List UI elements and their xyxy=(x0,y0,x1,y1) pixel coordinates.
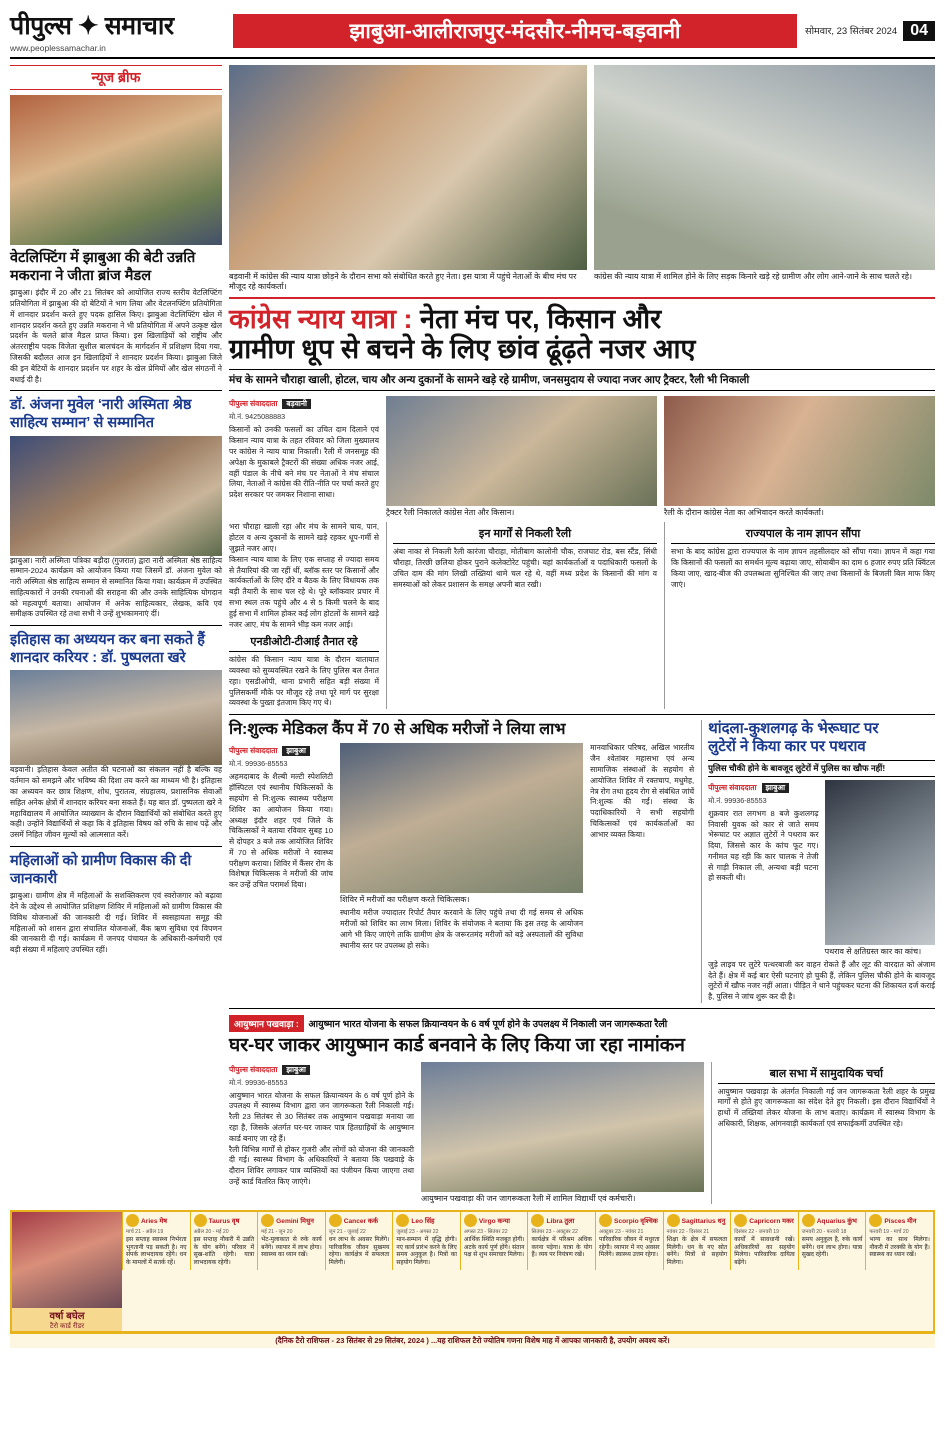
substory-1-head: इन मार्गों से निकली रैली xyxy=(393,526,657,544)
caption-damaged-car: पथराव से क्षतिग्रस्त कार का कांच। xyxy=(824,946,922,956)
horoscope-footer-note: (दैनिक टैरो राशिफल - 23 सितंबर से 29 सितंबर, 2024 ) ...यह राशिफल टैरो ज्योतिष गणना विशेष माह में आपका जानकारी है, उपयोग अवश्य करें। xyxy=(10,1333,935,1348)
sign-date: मार्च 21 - अप्रैल 19 xyxy=(126,1228,164,1235)
photo-awareness-rally xyxy=(421,1062,704,1192)
top-caption-row xyxy=(229,270,935,292)
sign-header xyxy=(126,1214,187,1227)
lead-title xyxy=(229,304,935,364)
medical-col-2 xyxy=(340,743,583,951)
byline-logo: पीपुल्स संवाददाता xyxy=(229,399,278,409)
story4-headline: महिलाओं को ग्रामीण विकास की दी जानकारी xyxy=(10,852,192,888)
sign-name: Libra तुला xyxy=(546,1217,575,1225)
sign-header xyxy=(396,1214,457,1227)
lead-body-col1b: भरा चौराहा खाली रहा और मंच के सामने चाय, पान, होटल व अन्य दुकानों के सामने खड़े रहकर धूप-गर्मी से जुझते नजर आए। xyxy=(229,522,379,554)
sign-date: अक्टूबर 23 - नवंबर 21 xyxy=(599,1228,644,1235)
stone-body-col2: जुड़े लाइव पर लुटेरे पत्थरबाजी कर वाहन रोकते हैं और लूट की वारदात को अंजाम देते हैं। क्षेत्र में कई बार ऐसी घटनाएं हो चुकी हैं, लेकिन पुलिस चौकी होने के बावजूद लुटेरों में खौफ नजर नहीं आता। पीड़ित ने थाने पहुंचकर घटना की शिकायत दर्ज कराई है, पुलिस ने जांच शुरू कर दी है। xyxy=(708,959,935,1002)
medical-col-3 xyxy=(590,743,694,951)
story2-body: झाबुआ। नारी अस्मिता पत्रिका बड़ौदा (गुजरात) द्वारा नारी अस्मिता श्रेष्ठ साहित्य सम्मान-2024 कार्यक्रम को आयोजन किया गया जिसमें डॉ. अंजना मुवेल को नारी अस्मिता श्रेष्ठ साहित्य सम्मान से सम्मानित किया गया। कार्यक्रम में उपस्थित साहित्यकारों ने उनकी रचनाओं की सराहना की और उनके साहित्यिक योगदान को महत्वपूर्ण बताया। आयोजन में अनेक साहित्यकार, लेखक, कवि एवं समीक्षक उपस्थित रहे तथा सभी ने उन्हें शुभकामनाएं दीं। xyxy=(10,555,222,619)
zodiac-sign[interactable] xyxy=(798,1212,866,1270)
ayushman-tag-text: आयुष्मान भारत योजना के सफल क्रियान्वयन के 6 वर्ष पूर्ण होने के उपलक्ष्य में निकाली जन जागरूकता रैली xyxy=(308,1018,668,1030)
zodiac-sign[interactable] xyxy=(865,1212,933,1270)
sign-header xyxy=(464,1214,525,1227)
page-number: 04 xyxy=(903,21,935,41)
medical-mobile: मो.नं. 99936-85553 xyxy=(229,759,288,769)
horoscope-strip xyxy=(10,1210,935,1333)
cancer-icon xyxy=(329,1214,342,1227)
lead-continuation xyxy=(229,522,379,709)
zodiac-sign[interactable] xyxy=(325,1212,393,1270)
top-photo-row xyxy=(229,65,935,270)
sign-text: कार्यों में सावधानी रखें। अधिकारियों का सहयोग मिलेगा। पारिवारिक दायित्व बढ़ेंगे। xyxy=(734,1236,795,1267)
caption-awareness-rally: आयुष्मान पखवाड़ा की जन जागरूकता रैली में शामिल विद्यार्थी एवं कर्मचारी। xyxy=(421,1193,636,1203)
caption-workers-greeting: रैली के दौरान कांग्रेस नेता का अभिवादन करते कार्यकर्ता। xyxy=(664,508,824,518)
ayushman-mobile: मो.नं. 99936-85553 xyxy=(229,1077,288,1087)
sign-header xyxy=(869,1214,930,1227)
medical-body-col1: अहमदाबाद के शैल्बी मल्टी स्पेशलिटी हॉस्पिटल एवं स्थानीय चिकित्सकों के सहयोग से नि:शुल्क स्वास्थ्य परीक्षण शिविर का आयोजन किया गया। अध्यक्ष इंदौर शहर एवं जिले के चिकित्सकों ने बताया रविवार सुबह 10 से दोपहर 3 बजे तक आयोजित शिविर में 70 से अधिक मरीजों ने स्वास्थ्य परीक्षण कराया। शिविर में कैंसर रोग के विशेषज्ञ चिकित्सक ने मरीजों की जांच कर उन्हें उचित परामर्श दिया। xyxy=(229,772,333,890)
photo-classroom xyxy=(10,670,222,765)
lead-body-col1: किसानों को उनकी फसलों का उचित दाम दिलाने एवं किसान न्याय यात्रा के तहत रविवार को जिला मुख्यालय पर कांग्रेस ने न्याय यात्रा निकाली। रैली में जनसमूह की अपेक्षा के मुकाबले ट्रैक्टरों की संख्या अधिक नजर आई, वहीं पंडाल के नीचे बने मंच पर नेताओं ने मंच संचाल लिया, नेताओं ने कांग्रेस की रीति-नीति पर चर्चा करते हुए प्रदेश सरकार पर जमकर निशाना साधा। xyxy=(229,425,379,500)
story1-headline: वेटलिफ्टिंग में झाबुआ की बेटी उन्नति मकराना ने जीता ब्रांज मैडल xyxy=(10,250,196,285)
lead-headline-line2: ग्रामीण धूप से बचने के लिए छांव ढूंढ़ते नजर आए xyxy=(229,334,696,365)
taurus-icon xyxy=(194,1214,207,1227)
sign-name: Aquarius कुंभ xyxy=(816,1217,857,1225)
stone-headline-1: थांदला-कुशलगढ़ के भेरूघाट पर xyxy=(708,720,879,738)
substory-2 xyxy=(664,522,935,709)
lead-subheadline: मंच के सामने चौराहा खाली, होटल, चाय और अन्य दुकानों के सामने खड़े रहे ग्रामीण, जनसमुदाय से ज्यादा नजर आए ट्रैक्टर, रैली भी निकाली xyxy=(229,369,935,391)
sign-date: सितंबर 23 - अक्टूबर 22 xyxy=(531,1228,578,1235)
ayushman-tagline xyxy=(229,1014,935,1032)
caption-left: बड़वानी में कांग्रेस की न्याय यात्रा छोड़ने के दौरान सभा को संबोधित करते हुए नेता। इस यात्रा में पहुंचे नेताओं के बीच मंच पर मौजूद रहे कार्यकर्ता। xyxy=(229,272,577,291)
aries-icon xyxy=(126,1214,139,1227)
sign-text: भाग्य का साथ मिलेगा। नौकरी में तरक्की के योग हैं। स्वास्थ्य का ध्यान रखें। xyxy=(869,1236,930,1259)
sign-name: Pisces मीन xyxy=(884,1217,917,1225)
zodiac-sign[interactable] xyxy=(730,1212,798,1270)
sagittarius-icon xyxy=(667,1214,680,1227)
sign-text: पारिवारिक जीवन में मधुरता रहेगी। व्यापार में नए अवसर मिलेंगे। स्वास्थ्य उत्तम रहेगा। xyxy=(599,1236,660,1259)
astrologer-photo xyxy=(12,1212,122,1308)
sign-header xyxy=(599,1214,660,1227)
lead-headline-rest: नेता मंच पर, किसान और xyxy=(412,304,662,334)
photo-roadside-crowd xyxy=(594,65,935,270)
gemini-icon xyxy=(261,1214,274,1227)
left-column xyxy=(10,65,222,1204)
lead-mobile: मो.नं. 9425088883 xyxy=(229,412,286,422)
caption-medical-camp: शिविर में मरीजों का परीक्षण करते चिकित्सक। xyxy=(340,895,470,905)
photo-award-ceremony xyxy=(10,436,222,556)
virgo-icon xyxy=(464,1214,477,1227)
stone-body-row xyxy=(708,780,935,957)
sign-text: समय अनुकूल है, रुके कार्य बनेंगे। धन लाभ होगा। यात्रा सुखद रहेगी। xyxy=(801,1236,863,1259)
medical-byline xyxy=(229,746,333,756)
zodiac-sign[interactable] xyxy=(257,1212,325,1270)
sign-date: मई 21 - जून 20 xyxy=(261,1228,293,1235)
zodiac-sign[interactable] xyxy=(190,1212,258,1270)
ayushman-col-3 xyxy=(711,1062,935,1204)
lead-body-col2: किसान न्याय यात्रा के लिए एक सप्ताह से ज्यादा समय से तैयारियां की जा रहीं थीं, ब्लॉक स्तर पर किसानों और कार्यकर्ताओं के लिए दौरे व बैठक के लिए विधायक तक बड़ी तैयारी के साथ चल रहे थे। पूरे ब्लॉकवार प्रचार में सभा स्थल तक पहुंचे और 4 से 5 किमी चलने के बाद हुई सभा में शामिल होकर कई लोग होटलों के सामने खड़े नजर आए, मंच के सामने भीड़ कम नजर आई। xyxy=(229,554,379,629)
caption-right: कांग्रेस की न्याय यात्रा में शामिल होने के लिए सड़क किनारे खड़े रहे ग्रामीण और लोग आने-जाने के साथ चलते रहे। xyxy=(594,272,913,281)
sign-header xyxy=(667,1214,728,1227)
masthead-logo[interactable] xyxy=(10,8,225,53)
medical-body-col3: मानवाधिकार परिषद, अखिल भारतीय जैन श्वेतांबर महासभा एवं अन्य सामाजिक संस्थाओं के सहयोग से आयोजित शिविर में रक्तचाप, मधुमेह, नेत्र रोग तथा हृदय रोग से संबंधित जांचें नि:शुल्क की गईं। संस्था के पदाधिकारियों ने सभी सहयोगी चिकित्सकों एवं कार्यकर्ताओं का आभार व्यक्त किया। xyxy=(590,743,695,839)
divider-red xyxy=(229,297,935,299)
sign-header xyxy=(261,1214,322,1227)
caption-tractor-rally: ट्रैक्टर रैली निकालते कांग्रेस नेता और किसान। xyxy=(386,508,515,518)
lead-byline xyxy=(229,399,379,409)
ayushman-col-2 xyxy=(421,1062,704,1204)
aquarius-icon xyxy=(802,1214,815,1227)
lead-sub-row xyxy=(229,522,935,709)
divider xyxy=(229,714,935,715)
stone-headline-2: लुटेरों ने किया कार पर पथराव xyxy=(708,738,866,756)
sign-header xyxy=(194,1214,255,1227)
photo-weightlifting xyxy=(10,95,222,245)
masthead xyxy=(10,8,935,59)
main-grid xyxy=(10,65,935,1204)
ayushman-body-col2: रैली विभिन्न मार्गों से होकर गुजरी और लोगों को योजना की जानकारी दी गई। स्वास्थ्य विभाग के अधिकारियों ने बताया कि पखवाड़े के दौरान शिविर लगाकर पात्र व्यक्तियों का पंजीयन किया जाएगा तथा उन्हें कार्ड वितरित किए जाएंगे। xyxy=(229,1144,414,1186)
lead-col-2 xyxy=(386,396,657,518)
byline-place: झाबुआ xyxy=(282,746,310,756)
sign-text: धन लाभ के अवसर मिलेंगे। पारिवारिक जीवन सुखमय रहेगा। कार्यक्षेत्र में सफलता मिलेगी। xyxy=(328,1236,390,1267)
sign-header xyxy=(531,1214,592,1227)
sign-date: दिसंबर 22 - जनवरी 19 xyxy=(734,1228,780,1235)
photo-damaged-car xyxy=(825,780,935,945)
leo-icon xyxy=(396,1214,409,1227)
ayushman-col-1 xyxy=(229,1062,414,1204)
sign-date: अगस्त 23 - सितंबर 22 xyxy=(463,1228,508,1235)
zodiac-sign[interactable] xyxy=(122,1212,190,1270)
sign-header xyxy=(329,1214,390,1227)
astrologer-name: वर्षा बघेल xyxy=(49,1310,85,1322)
lead-headline-red: कांग्रेस न्याय यात्रा : xyxy=(229,304,413,334)
byline-place: झाबुआ xyxy=(282,1065,310,1075)
sign-name: Sagittarius धनु xyxy=(681,1217,726,1225)
capricorn-icon xyxy=(734,1214,747,1227)
sign-date: नवंबर 22 - दिसंबर 21 xyxy=(666,1228,710,1235)
logo-text: पीपुल्स ✦ समाचार xyxy=(10,12,174,40)
sign-name: Virgo कन्या xyxy=(478,1217,510,1225)
story2-headline: डॉ. अंजना मुवेल ‘नारी अस्मिता श्रेष्ठ साहित्य सम्मान’ से सम्मानित xyxy=(10,397,192,432)
mid-section-row xyxy=(229,720,935,1003)
sign-text: कार्यक्षेत्र में परिश्रम अधिक करना पड़ेगा। यात्रा के योग हैं। व्यय पर नियंत्रण रखें। xyxy=(531,1236,593,1259)
ayushman-sub-body: आयुष्मान पखवाड़ा के अंतर्गत निकाली गई जन जागरूकता रैली शहर के प्रमुख मार्गों से होते हुए जागरूकता का संदेश देते हुए निकली। इस दौरान विद्यार्थियों ने हाथों में तख्तियां लेकर योजना के लाभ बताए। कार्यक्रम में स्वास्थ्य विभाग के अधिकारी, शिक्षक, आंगनवाड़ी कार्यकर्ता एवं सफाईकर्मी उपस्थित रहे। xyxy=(717,1086,935,1129)
date-block xyxy=(805,21,935,41)
sign-date: जून 21 - जुलाई 22 xyxy=(328,1228,366,1235)
substory-1-body: अंबा नाका से निकली रैली कारंजा चौराहा, मोतीबाग कालोनी चौक, राजघाट रोड, बस स्टैंड, सिंधी चौराहा, तिरछी छलिया होकर पुराने कलेक्टोरेट पहुंची। यहां कार्यकर्ताओं व पदाधिकारी फसलों के उचित दाम की मांग लिखी तख्तियां थामे चल रहे थे, वहीं मध्य प्रदेश के किसानों की मांग व समस्याओं को लेकर प्रशासन के समक्ष अपनी बात रखी। xyxy=(393,547,657,589)
sign-date: अप्रैल 20 - मई 20 xyxy=(193,1228,229,1235)
lead-body-row xyxy=(229,396,935,518)
horoscope-signs xyxy=(122,1212,933,1270)
ayushman-byline xyxy=(229,1065,414,1075)
stone-col-2 xyxy=(825,780,935,957)
scorpio-icon xyxy=(599,1214,612,1227)
sign-date: जुलाई 23 - अगस्त 22 xyxy=(396,1228,439,1235)
byline-logo: पीपुल्स संवाददाता xyxy=(708,782,757,792)
substory-2-body: सभा के बाद कांग्रेस द्वारा राज्यपाल के नाम ज्ञापन तहसीलदार को सौंपा गया। ज्ञापन में कहा गया कि किसानों की फसलों का समर्थन मूल्य बढ़ाया जाए, सोयाबीन का दाम 6 हजार रुपए प्रति क्विंटल किया जाए, खाद-बीज की उपलब्धता सुनिश्चित की जाए तथा किसानों के बिजली बिल माफ किए जाएं। xyxy=(671,547,935,589)
substory-1 xyxy=(386,522,657,709)
medical-headline: नि:शुल्क मेडिकल कैंप में 70 से अधिक मरीजों ने लिया लाभ xyxy=(229,721,566,739)
sign-text: शिक्षा के क्षेत्र में सफलता मिलेगी। धन के नए स्रोत बनेंगे। मित्रों से सहयोग मिलेगा। xyxy=(666,1236,728,1267)
byline-place: झाबुआ xyxy=(762,783,790,793)
story3-headline: इतिहास का अध्ययन कर बना सकते हैं शानदार करियर : डॉ. पुष्पलता खरे xyxy=(10,632,205,667)
news-brief-kicker: न्यूज ब्रीफ xyxy=(10,65,222,90)
sign-header xyxy=(734,1214,795,1227)
stone-body-col1: शुक्रवार रात लगभग 8 बजे कुशलगढ़ निवासी युवक को कार से जाते समय भेरूघाट पर अज्ञात लुटेरों ने पथराव कर दिया, जिससे कार के कांच फूट गए। गनीमत यह रही कि कार चालक ने तेजी से गाड़ी निकाल ली, अन्यथा बड़ी घटना हो सकती थी। xyxy=(708,808,819,883)
substory-2-head: राज्यपाल के नाम ज्ञापन सौंपा xyxy=(671,526,935,544)
photo-tractor-rally xyxy=(386,396,657,506)
medical-col-1 xyxy=(229,743,333,951)
ayushman-body-row xyxy=(229,1062,935,1204)
byline-logo: पीपुल्स संवाददाता xyxy=(229,1064,278,1074)
divider xyxy=(10,390,222,391)
edition-band: झाबुआ-आलीराजपुर-मंदसौर-नीमच-बड़वानी xyxy=(233,14,797,48)
website-url[interactable]: www.peoplessamachar.in xyxy=(10,43,106,53)
stone-byline xyxy=(708,783,818,793)
sign-text: आर्थिक स्थिति मजबूत होगी। अटके कार्य पूर्ण होंगे। संतान पक्ष से शुभ समाचार मिलेगा। xyxy=(463,1236,525,1259)
sign-date: फरवरी 19 - मार्च 20 xyxy=(869,1228,909,1235)
astrologer-block xyxy=(12,1212,122,1331)
story3-body: बड़वानी। इतिहास केवल अतीत की घटनाओं का संकलन नहीं है बल्कि वह वर्तमान को समझने और भविष्य की दिशा तय करने का माध्यम भी है। इतिहास का अध्ययन कर छात्र शिक्षण, शोध, पुरातत्व, संग्रहालय, प्रशासनिक सेवाओं सहित अनेक क्षेत्रों में शानदार करियर बना सकते हैं। यह बात डॉ. पुष्पलता खरे ने महाविद्यालय में आयोजित व्याख्यान के दौरान विद्यार्थियों को संबोधित करते हुए कही। उन्होंने विद्यार्थियों से कहा कि वे इतिहास विषय को रुचि के साथ पढ़ें और उसमें निहित जीवन मूल्यों को आत्मसात करें। xyxy=(10,765,222,840)
photo-nyay-yatra-stage xyxy=(229,65,587,270)
medical-body-row xyxy=(229,743,694,951)
divider xyxy=(10,625,222,626)
substory-left-body: कांग्रेस की किसान न्याय यात्रा के दौरान यातायात व्यवस्था को सुव्यवस्थित रखने के लिए पुलिस बल तैनात रहा। एसडीओपी, थाना प्रभारी सहित बड़ी संख्या में पुलिसकर्मी मौके पर मौजूद रहे तथा पूरे मार्ग पर सुरक्षा व्यवस्था के पुख्ता इंतजाम किए गए थे। xyxy=(229,655,379,708)
lead-headline-line1 xyxy=(229,304,935,334)
ayushman-body-col1: आयुष्मान भारत योजना के सफल क्रियान्वयन के 6 वर्ष पूर्ण होने के उपलक्ष्य में स्वास्थ्य विभाग द्वारा जन जागरूकता रैली निकाली गई। रैली 23 सितंबर से 30 सितंबर तक आयुष्मान पखवाड़ा मनाया जा रहा है, जिसके अंतर्गत घर-घर जाकर पात्र हितग्राहियों के आयुष्मान कार्ड बनाए जा रहे हैं। xyxy=(229,1090,414,1143)
publication-date: सोमवार, 23 सितंबर 2024 xyxy=(805,26,898,37)
zodiac-sign[interactable] xyxy=(460,1212,528,1270)
ayushman-headline: घर-घर जाकर आयुष्मान कार्ड बनवाने के लिए किया जा रहा नामांकन xyxy=(229,1034,685,1056)
story1-body: झाबुआ। इंदौर में 20 और 21 सितंबर को आयोजित राज्य स्तरीय वेटलिफ्टिंग प्रतियोगिता में झाबुआ की दो बेटियों ने भाग लिया और वेटलनफ्टिंग प्रतियोगिता में शानदार प्रदर्शन करते हुए पदक हासिल किए। झाबुआ वेटलिफ्टिंग खेल में शानदार प्रदर्शन करते हुए उन्नति मकराना ने भी प्रतियोगिता में अपने उत्कृष्ट खेल प्रदर्शन के चलते ब्रांज मैडल प्राप्त किया। इस खिलाड़ियों को राष्ट्रीय और अंतरराष्ट्रीय पदक विजेता सुशील बालचंदन के मार्गदर्शन में प्रशिक्षण दिया गया, जिसकी बदौलत आज इन खिलाड़ियों ने शानदार प्रदर्शन किया। झाबुआ जिले की इन बेटियों के शानदार प्रदर्शन पर शहर के खेल प्रेमियों और खेल संगठनों ने बधाई दी है। xyxy=(10,288,222,384)
sign-text: इस सप्ताह स्वास्थ्य निर्भरता भुगतानी पड़ सकती है। नए संपर्क लाभदायक रहेंगे। धन के मामलों में सतर्क रहें। xyxy=(126,1236,187,1267)
right-column xyxy=(229,65,935,1204)
sign-name: Capricorn मकर xyxy=(749,1217,794,1225)
zodiac-sign[interactable] xyxy=(595,1212,663,1270)
libra-icon xyxy=(531,1214,544,1227)
stone-mobile: मो.नं. 99936-85553 xyxy=(708,795,767,805)
top-photo-right-wrap xyxy=(594,65,935,270)
zodiac-sign[interactable] xyxy=(527,1212,595,1270)
horoscope-signs-wrap xyxy=(122,1212,933,1331)
ayushman-tag: आयुष्मान पखवाड़ा : xyxy=(229,1015,304,1032)
sign-name: Gemini मिथुन xyxy=(276,1217,314,1225)
astrologer-title: टैरो कार्ड रीडर xyxy=(49,1322,85,1330)
stone-story xyxy=(701,720,935,1003)
sign-date: जनवरी 20 - फरवरी 18 xyxy=(801,1228,847,1235)
medical-body-col2: स्थानीय मरीज ज्यादातर रिपोर्ट तैयार करवाने के लिए पहुंचे तथा दी गई समय से अधिक मरीजों को शिविर का लाभ मिला। शिविर के संयोजक ने बताया कि इस तरह के आयोजन आगे भी किए जाएंगे ताकि ग्रामीण क्षेत्र के जरूरतमंद मरीजों को बड़े अस्पतालों की सुविधा स्थानीय स्तर पर उपलब्ध हो सके। xyxy=(340,908,584,950)
sign-text: भेंट-मुलाकात से रुके कार्य बनेंगे। व्यापार में लाभ होगा। स्वास्थ्य का ध्यान रखें। xyxy=(261,1236,322,1259)
sign-text: इस सप्ताह नौकरी में उन्नति के योग बनेंगे। परिवार में सुख-शांति रहेगी। यात्रा लाभदायक रहेगी। xyxy=(193,1236,255,1267)
top-photo-left-wrap xyxy=(229,65,587,270)
zodiac-sign[interactable] xyxy=(663,1212,731,1270)
ayushman-subhead: बाल सभा में सामुदायिक चर्चा xyxy=(718,1066,935,1084)
ayushman-story xyxy=(229,1014,935,1204)
divider xyxy=(229,1008,935,1009)
stone-col-1 xyxy=(708,780,818,957)
sign-name: Leo सिंह xyxy=(411,1217,435,1225)
byline-logo: पीपुल्स संवाददाता xyxy=(229,746,278,756)
lead-col-1 xyxy=(229,396,379,518)
medical-story xyxy=(229,720,694,1003)
photo-workers-greeting xyxy=(664,396,935,506)
substory-left-head: एनडीओटी-टीआई तैनात रहे xyxy=(229,634,379,652)
sign-name: Cancer कर्क xyxy=(343,1217,379,1225)
pisces-icon xyxy=(869,1214,882,1227)
sign-text: मान-सम्मान में वृद्धि होगी। नए कार्य प्रारंभ करने के लिए समय अनुकूल है। मित्रों का सहयोग मिलेगा। xyxy=(396,1236,457,1267)
sign-name: Taurus वृष xyxy=(208,1217,240,1225)
story4-body: झाबुआ। ग्रामीण क्षेत्र में महिलाओं के सशक्तिकरण एवं स्वरोजगार को बढ़ावा देने के उद्देश्य से आयोजित प्रशिक्षण शिविर में महिलाओं को ग्रामीण विकास की विविध योजनाओं की जानकारी दी गई। शिविर में स्वसहायता समूह की महिलाओं को शासन द्वारा संचालित योजनाओं, बैंक ऋण सुविधा एवं विपणन की जानकारी दी गई। कार्यक्रम में जनपद पंचायत के अधिकारी-कर्मचारी एवं बड़ी संख्या में महिलाएं उपस्थित रहीं। xyxy=(10,891,222,955)
sign-name: Scorpio वृश्चिक xyxy=(614,1217,658,1225)
sign-header xyxy=(802,1214,863,1227)
divider xyxy=(10,846,222,847)
stone-subhead: पुलिस चौकी होने के बावजूद लुटेरों में पुलिस का खौफ नहीं! xyxy=(708,760,935,777)
zodiac-sign[interactable] xyxy=(392,1212,460,1270)
photo-medical-camp xyxy=(340,743,583,893)
lead-col-3 xyxy=(664,396,935,518)
sign-name: Aries मेष xyxy=(141,1217,168,1225)
byline-place: बड़वानी xyxy=(282,399,311,409)
